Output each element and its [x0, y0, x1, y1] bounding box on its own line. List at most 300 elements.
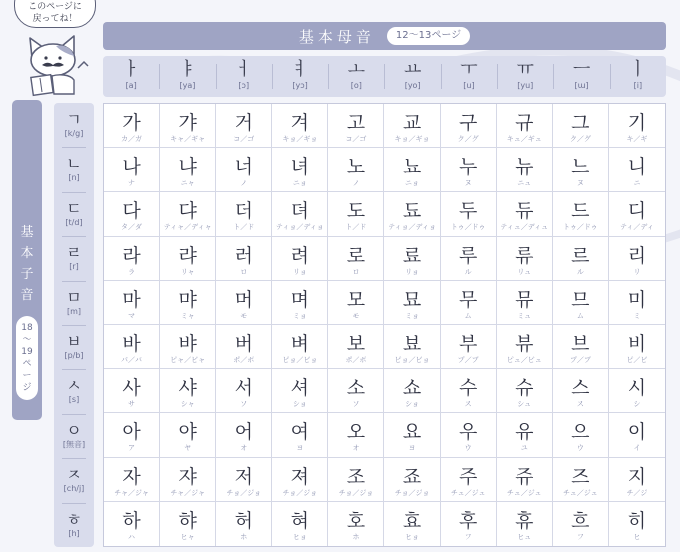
syllable-cell	[497, 369, 553, 413]
syllable-cell	[160, 458, 216, 502]
syllable-cell	[216, 104, 272, 148]
consonant-pages-char: ー	[22, 371, 32, 381]
consonant-glyph: ㅅ	[66, 376, 82, 396]
syllable-kana: ホ	[240, 532, 248, 541]
consonant-romanization: [k/g]	[64, 129, 84, 138]
syllable-cell	[384, 502, 440, 546]
syllable-kana: ショ	[405, 400, 419, 409]
consonant-pages-char: 〜	[22, 335, 32, 345]
syllable-cell	[104, 281, 160, 325]
syllable-hangul: 쟈	[178, 465, 197, 488]
syllable-cell	[272, 369, 328, 413]
vowel-glyph: ㅡ	[572, 59, 591, 80]
vowel-header-row	[103, 56, 666, 97]
syllable-cell	[160, 192, 216, 236]
syllable-hangul: 라	[122, 244, 141, 267]
syllable-kana: プ／ブ	[569, 356, 591, 364]
vowel-glyph: ㅣ	[629, 59, 647, 80]
syllable-hangul: 오	[346, 421, 366, 444]
syllable-cell	[272, 104, 328, 148]
syllable-cell	[441, 281, 497, 325]
vowel-header-cell	[610, 56, 666, 97]
syllable-kana: ティャ／ディャ	[163, 223, 212, 232]
syllable-cell	[609, 237, 665, 281]
syllable-cell	[497, 237, 553, 281]
syllable-kana: モ	[240, 311, 248, 320]
syllable-hangul: 듀	[515, 200, 534, 223]
consonant-romanization: [ch/j]	[63, 484, 85, 494]
syllable-hangul: 르	[571, 244, 590, 267]
consonant-romanization: [m]	[66, 306, 82, 316]
consonant-glyph: ㅈ	[66, 465, 82, 485]
syllable-cell	[160, 413, 216, 457]
syllable-cell	[160, 325, 216, 369]
vowel-header-cell	[216, 56, 272, 97]
consonant-header-cell	[54, 192, 94, 236]
vowel-glyph: ㅕ	[291, 59, 309, 80]
syllable-kana: マ	[128, 311, 136, 320]
syllable-cell	[441, 413, 497, 457]
syllable-cell	[216, 237, 272, 281]
syllable-cell	[216, 325, 272, 369]
syllable-hangul: 류	[515, 244, 534, 267]
syllable-hangul: 죠	[402, 465, 422, 488]
syllable-cell	[384, 104, 440, 148]
consonant-romanization: [r]	[69, 262, 79, 272]
consonant-pages-char: ペ	[22, 359, 32, 369]
syllable-cell	[104, 413, 160, 457]
syllable-hangul: 허	[234, 509, 253, 532]
syllable-cell	[441, 325, 497, 369]
syllable-hangul: 셔	[290, 377, 310, 400]
vowel-header-cell	[103, 56, 159, 97]
syllable-hangul: 랴	[178, 244, 197, 267]
syllable-cell	[441, 502, 497, 546]
syllable-cell	[384, 281, 440, 325]
consonant-glyph: ㄱ	[66, 110, 82, 129]
vowel-header-cell	[159, 56, 215, 97]
syllable-kana: リ	[633, 267, 641, 276]
consonant-header-cell	[54, 369, 94, 413]
consonant-title-bar	[12, 100, 42, 420]
syllable-hangul: 저	[234, 465, 253, 488]
syllable-kana: チャ／ジャ	[170, 488, 205, 497]
syllable-hangul: 도	[346, 200, 366, 223]
syllable-cell	[553, 458, 609, 502]
syllable-cell	[328, 413, 384, 457]
syllable-hangul: 쇼	[402, 377, 422, 400]
syllable-kana: ロ	[352, 267, 360, 276]
syllable-kana: ピョ／ビョ	[394, 356, 430, 364]
syllable-hangul: 후	[458, 509, 478, 532]
syllable-hangul: 뷰	[515, 333, 534, 355]
syllable-hangul: 조	[346, 465, 366, 488]
syllable-hangul: 댜	[178, 200, 197, 223]
hangul-syllable-grid	[103, 103, 666, 547]
syllable-cell	[553, 237, 609, 281]
vowel-header-cell	[441, 56, 497, 97]
syllable-cell	[328, 502, 384, 546]
syllable-cell	[497, 148, 553, 192]
syllable-kana: ア	[128, 444, 136, 453]
syllable-cell	[553, 148, 609, 192]
syllable-cell	[441, 237, 497, 281]
syllable-hangul: 지	[627, 465, 647, 488]
syllable-kana: ピョ／ビョ	[282, 356, 318, 364]
consonant-romanization: [s]	[68, 395, 80, 405]
consonant-header-cell	[54, 281, 94, 325]
syllable-hangul: 호	[346, 509, 366, 532]
syllable-hangul: 그	[571, 112, 590, 134]
syllable-hangul: 하	[122, 509, 141, 532]
syllable-kana: リョ	[405, 267, 419, 276]
syllable-kana: ニョ	[405, 179, 420, 188]
syllable-hangul: 사	[122, 377, 141, 400]
syllable-cell	[216, 413, 272, 457]
syllable-cell	[384, 192, 440, 236]
syllable-kana: チョ／ジョ	[394, 488, 430, 497]
syllable-hangul: 규	[515, 112, 534, 134]
syllable-hangul: 더	[234, 200, 253, 223]
syllable-hangul: 여	[290, 421, 310, 444]
syllable-kana: リョ	[292, 267, 307, 276]
syllable-hangul: 벼	[290, 333, 310, 355]
syllable-kana: ヒョ	[292, 532, 307, 541]
syllable-kana: イ	[633, 444, 641, 453]
syllable-hangul: 느	[571, 156, 590, 179]
syllable-hangul: 먀	[178, 288, 197, 311]
syllable-cell	[104, 237, 160, 281]
syllable-cell	[553, 413, 609, 457]
syllable-kana: ニャ	[180, 179, 195, 188]
consonant-romanization: [h]	[68, 528, 80, 538]
syllable-cell	[272, 281, 328, 325]
consonant-header-cell	[54, 458, 94, 502]
syllable-cell	[328, 325, 384, 369]
syllable-cell	[553, 369, 609, 413]
syllable-kana: ヤ	[184, 444, 192, 453]
syllable-hangul: 햐	[178, 509, 197, 532]
syllable-kana: ル	[464, 267, 472, 276]
syllable-kana: シ	[633, 400, 641, 409]
syllable-kana: チョ／ジョ	[226, 488, 262, 497]
syllable-kana: ヒュ	[517, 532, 532, 541]
consonant-glyph: ㄷ	[66, 198, 82, 218]
syllable-cell	[328, 148, 384, 192]
syllable-kana: ニョ	[292, 179, 307, 188]
syllable-hangul: 히	[627, 509, 647, 532]
syllable-cell	[609, 413, 665, 457]
syllable-kana: ラ	[128, 267, 136, 276]
consonant-pages-char: 19	[21, 347, 33, 357]
consonant-glyph: ㅎ	[66, 509, 82, 529]
syllable-hangul: 뎌	[290, 200, 310, 223]
syllable-cell	[553, 192, 609, 236]
syllable-cell	[328, 192, 384, 236]
syllable-cell	[441, 104, 497, 148]
bubble-line-2: 戻ってね！	[32, 14, 78, 24]
syllable-kana: ニ	[633, 179, 641, 188]
syllable-kana: カ／ガ	[121, 135, 143, 143]
syllable-hangul: 뉴	[515, 156, 534, 179]
syllable-kana: オ	[352, 444, 360, 453]
syllable-kana: ヨ	[408, 444, 416, 453]
vowel-title-bar	[103, 22, 666, 50]
syllable-hangul: 져	[290, 465, 310, 488]
syllable-hangul: 유	[515, 421, 534, 444]
syllable-hangul: 버	[234, 333, 253, 355]
vowel-glyph: ㅑ	[178, 59, 197, 80]
syllable-cell	[609, 369, 665, 413]
syllable-kana: ミ	[633, 311, 641, 320]
syllable-kana: ト／ド	[233, 223, 255, 232]
syllable-hangul: 어	[234, 421, 253, 444]
consonant-glyph: ㅇ	[66, 420, 82, 440]
consonant-pages-char: ジ	[22, 383, 32, 393]
syllable-hangul: 서	[234, 377, 253, 400]
vowel-romanization: [ɯ]	[574, 81, 589, 90]
syllable-kana: チョ／ジョ	[338, 488, 374, 497]
syllable-cell	[272, 148, 328, 192]
syllable-kana: ハ	[128, 532, 136, 541]
cat-mascot-icon	[18, 28, 94, 98]
syllable-hangul: 뮤	[515, 288, 534, 311]
syllable-hangul: 며	[290, 288, 310, 311]
syllable-hangul: 자	[122, 465, 141, 488]
syllable-kana: ロ	[240, 267, 248, 276]
syllable-hangul: 우	[458, 421, 478, 444]
syllable-kana: キュ／ギュ	[506, 135, 542, 143]
syllable-cell	[384, 325, 440, 369]
consonant-header-cell	[54, 325, 94, 369]
vowel-header-cell	[497, 56, 553, 97]
syllable-kana: チ／ジ	[626, 488, 648, 497]
syllable-kana: チュ／ジュ	[450, 488, 486, 497]
syllable-hangul: 로	[346, 244, 366, 267]
syllable-kana: ソ	[240, 400, 248, 409]
vowel-header-cell	[553, 56, 609, 97]
consonant-glyph: ㅂ	[66, 332, 82, 351]
syllable-hangul: 보	[346, 333, 366, 355]
syllable-hangul: 브	[571, 333, 590, 355]
syllable-kana: ティ／ディ	[619, 223, 654, 232]
syllable-cell	[497, 502, 553, 546]
syllable-hangul: 구	[458, 112, 478, 134]
vowel-glyph: ㅛ	[403, 59, 422, 80]
syllable-kana: ミャ	[180, 311, 195, 320]
syllable-cell	[609, 148, 665, 192]
vowel-glyph: ㅗ	[347, 59, 366, 80]
consonant-romanization: [無音]	[62, 439, 86, 449]
syllable-kana: シュ	[517, 400, 532, 409]
consonant-romanization: [n]	[68, 173, 80, 183]
consonant-header-column	[54, 103, 94, 547]
syllable-cell	[384, 237, 440, 281]
syllable-kana: ト／ド	[345, 223, 367, 232]
vowel-romanization: [yu]	[517, 81, 534, 90]
consonant-romanization: [t/d]	[65, 217, 83, 227]
syllable-hangul: 니	[627, 156, 647, 179]
speech-bubble	[14, 0, 96, 28]
syllable-hangul: 스	[571, 377, 590, 400]
consonant-pages-char: 18	[21, 323, 33, 333]
syllable-kana: ル	[576, 267, 584, 276]
syllable-hangul: 루	[458, 244, 478, 267]
syllable-cell	[216, 369, 272, 413]
syllable-kana: ム	[576, 311, 584, 320]
syllable-cell	[328, 369, 384, 413]
syllable-cell	[384, 458, 440, 502]
syllable-kana: チュ／ジュ	[563, 488, 598, 497]
consonant-romanization: [p/b]	[64, 351, 84, 360]
syllable-hangul: 부	[458, 333, 478, 355]
syllable-kana: ナ	[128, 179, 136, 188]
syllable-cell	[272, 237, 328, 281]
syllable-hangul: 혀	[290, 509, 310, 532]
syllable-cell	[104, 104, 160, 148]
syllable-kana: ニュ	[517, 179, 532, 188]
syllable-kana: ノ	[240, 179, 248, 188]
syllable-kana: ス	[464, 400, 472, 409]
syllable-hangul: 야	[178, 421, 197, 444]
syllable-hangul: 너	[234, 156, 253, 179]
consonant-header-cell	[54, 103, 94, 147]
syllable-cell	[609, 192, 665, 236]
syllable-hangul: 거	[234, 112, 253, 134]
syllable-kana: チョ／ジョ	[282, 488, 318, 497]
syllable-cell	[328, 104, 384, 148]
syllable-hangul: 흐	[571, 509, 590, 532]
syllable-hangul: 바	[122, 333, 141, 355]
consonant-glyph: ㅁ	[66, 287, 82, 307]
syllable-cell	[160, 104, 216, 148]
syllable-hangul: 나	[122, 156, 141, 179]
syllable-cell	[328, 458, 384, 502]
syllable-hangul: 기	[627, 112, 647, 134]
syllable-hangul: 리	[627, 244, 647, 267]
syllable-hangul: 휴	[515, 509, 534, 532]
syllable-kana: リャ	[180, 267, 195, 276]
syllable-hangul: 녀	[290, 156, 310, 179]
syllable-kana: キ／ギ	[626, 135, 648, 143]
syllable-hangul: 효	[402, 509, 422, 532]
syllable-hangul: 냐	[178, 156, 197, 179]
syllable-cell	[384, 369, 440, 413]
vowel-glyph: ㅠ	[516, 59, 534, 80]
syllable-hangul: 비	[627, 333, 647, 355]
syllable-cell	[553, 502, 609, 546]
syllable-hangul: 뇨	[402, 156, 422, 179]
consonant-header-cell	[54, 414, 94, 458]
consonant-header-cell	[54, 236, 94, 280]
syllable-cell	[272, 413, 328, 457]
syllable-kana: ヌ	[464, 179, 472, 188]
vowel-title: 基本母音	[298, 27, 375, 46]
vowel-pages-badge: 12〜13ページ	[387, 27, 470, 45]
consonant-title-char: 音	[20, 288, 34, 303]
syllable-cell	[384, 148, 440, 192]
syllable-kana: ポ／ボ	[233, 356, 255, 364]
syllable-hangul: 수	[458, 377, 478, 400]
vowel-header-cell	[384, 56, 440, 97]
syllable-hangul: 다	[122, 200, 141, 223]
consonant-glyph: ㄴ	[66, 154, 82, 174]
syllable-cell	[497, 325, 553, 369]
syllable-cell	[272, 502, 328, 546]
consonant-title-char: 本	[20, 246, 34, 261]
consonant-title-char: 子	[20, 267, 34, 282]
syllable-kana: チュ／ジュ	[506, 488, 542, 497]
syllable-cell	[160, 148, 216, 192]
syllable-cell	[441, 458, 497, 502]
syllable-cell	[104, 192, 160, 236]
syllable-hangul: 아	[122, 421, 141, 444]
syllable-cell	[497, 458, 553, 502]
syllable-kana: プ／ブ	[457, 356, 479, 364]
syllable-cell	[609, 104, 665, 148]
syllable-cell	[609, 281, 665, 325]
syllable-kana: ポ／ボ	[345, 356, 367, 364]
syllable-kana: ティョ／ディョ	[275, 223, 324, 232]
syllable-cell	[104, 369, 160, 413]
syllable-hangul: 즈	[571, 465, 590, 488]
syllable-cell	[216, 148, 272, 192]
syllable-hangul: 누	[458, 156, 478, 179]
syllable-hangul: 소	[346, 377, 366, 400]
syllable-kana: シャ	[180, 400, 195, 409]
syllable-cell	[272, 325, 328, 369]
syllable-hangul: 려	[290, 244, 310, 267]
syllable-cell	[272, 458, 328, 502]
syllable-cell	[104, 458, 160, 502]
syllable-hangul: 드	[571, 200, 590, 223]
syllable-kana: ピャ／ビャ	[170, 356, 206, 364]
syllable-cell	[104, 148, 160, 192]
syllable-hangul: 요	[402, 421, 422, 444]
syllable-cell	[160, 369, 216, 413]
syllable-hangul: 됴	[402, 200, 422, 223]
syllable-cell	[609, 325, 665, 369]
syllable-cell	[104, 502, 160, 546]
vowel-glyph: ㅜ	[460, 59, 478, 80]
vowel-romanization: [yo]	[404, 81, 421, 90]
syllable-kana: ヒャ	[180, 532, 195, 541]
syllable-hangul: 노	[346, 156, 366, 179]
syllable-kana: オ	[240, 444, 248, 453]
syllable-hangul: 머	[234, 288, 253, 311]
syllable-kana: フ	[464, 532, 472, 541]
syllable-cell	[609, 502, 665, 546]
syllable-kana: タ／ダ	[121, 223, 143, 232]
syllable-kana: トゥ／ドゥ	[450, 223, 486, 232]
syllable-hangul: 묘	[402, 288, 422, 311]
syllable-hangul: 미	[627, 288, 647, 311]
syllable-cell	[160, 502, 216, 546]
vowel-romanization: [o]	[350, 81, 362, 90]
syllable-kana: ホ	[352, 532, 360, 541]
syllable-kana: キョ／ギョ	[282, 135, 318, 143]
syllable-hangul: 료	[402, 244, 422, 267]
consonant-pages-badge	[16, 316, 38, 400]
syllable-kana: ソ	[352, 400, 360, 409]
syllable-kana: ミュ	[517, 311, 532, 320]
syllable-kana: ピ／ビ	[626, 356, 648, 364]
syllable-kana: ノ	[352, 179, 360, 188]
syllable-cell	[216, 458, 272, 502]
syllable-cell	[160, 281, 216, 325]
syllable-hangul: 므	[571, 288, 590, 311]
syllable-cell	[328, 237, 384, 281]
